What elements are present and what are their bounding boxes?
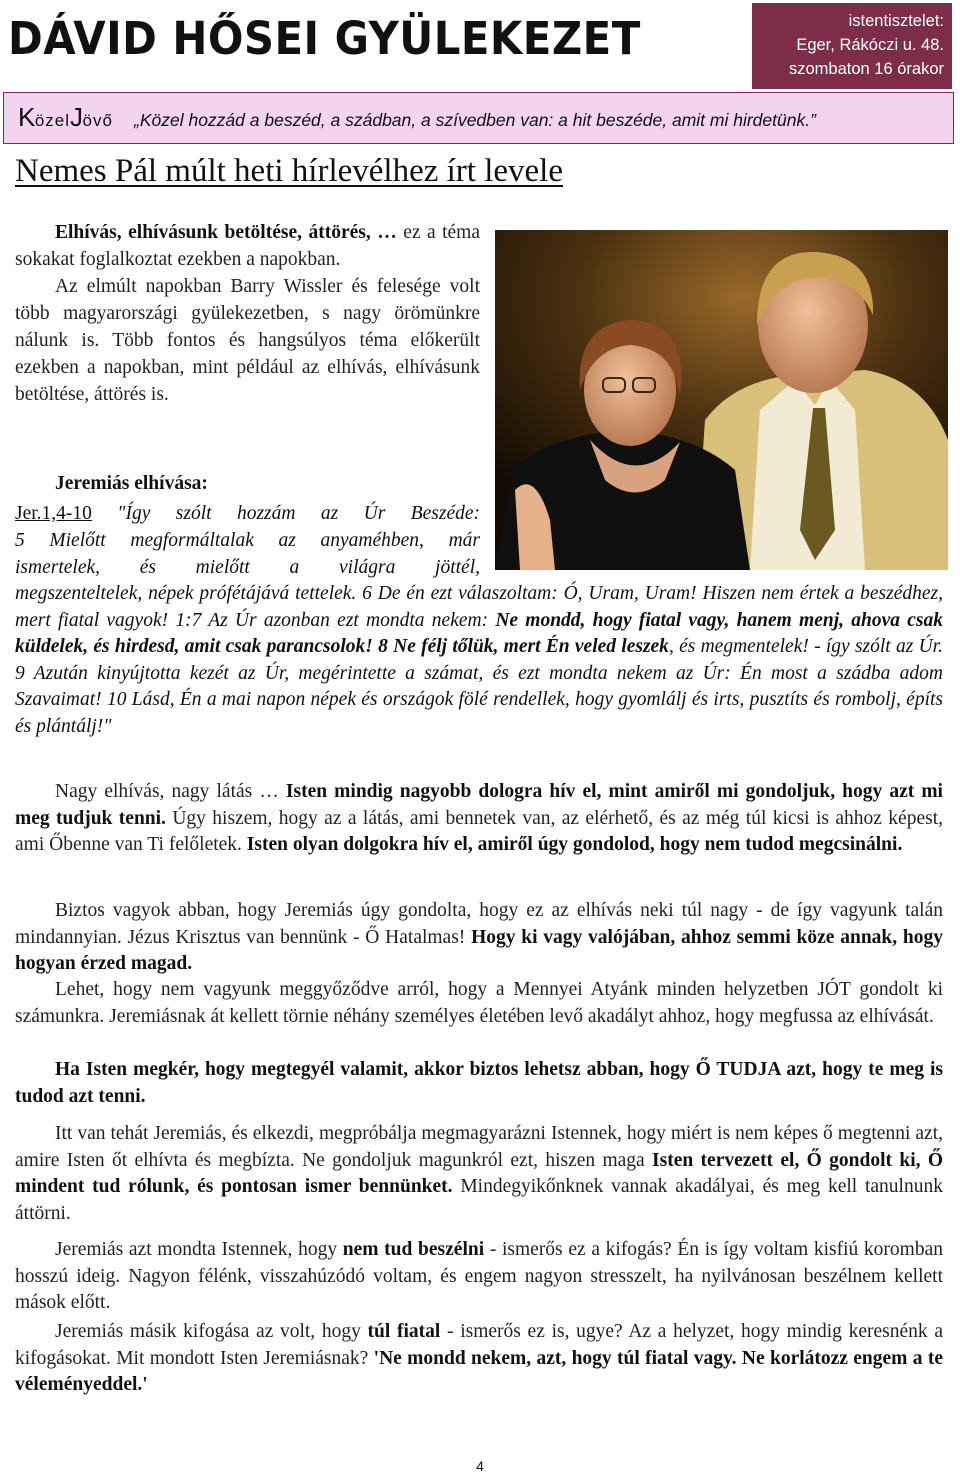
body-paragraph: Jeremiás másik kifogása az volt, hogy túl fiatal - ismerős ez is, ugye? Az a helyzet, hogy mindig keresnénk a kifogásokat. Mit mondott Isten Jeremiásnak? 'Ne mondd nekem, azt, hogy túl fiatal vagy. Ne korlátozz engem a te véleményeddel.' [15,1321,943,1395]
tagline-bar [3,92,954,144]
masthead [0,0,960,92]
body-paragraph: Biztos vagyok abban, hogy Jeremiás úgy gondolta, hogy ez az elhívás neki túl nagy - de így vagyunk talán mindannyian. Jézus Krisztus van bennünk - Ő Hatalmas! Hogy ki vagy valójában, ahhoz semmi köze annak, hogy hogyan érzed magad. [15,900,943,974]
kozeljovo-logo: KözelJövő [18,102,113,132]
intro-column [15,219,480,408]
service-line: szombaton 16 órakor [788,60,944,78]
verse-column: Jer.1,4-10 "Így szólt hozzám az Úr Beszéde: 5 Mielőtt megformáltalak az anyaméhben, már ismertelek, és mielőtt a világra jöttél, [15,503,480,578]
intro-paragraph-2: Az elmúlt napokban Barry Wissler és felesége volt több magyarországi gyülekezetben, s nagy örömünkre nálunk is. Több fontos és hangsúlyos téma előkerült ezekben a napokban, mint például az elhívás, elhívásunk betöltése, áttörés is. [15,276,480,405]
couple-photo [495,230,948,570]
tagline-quote: „Közel hozzád a beszéd, a szádban, a szívedben van: a hit beszéde, amit mi hirdetünk.” [134,110,816,130]
service-line: Eger, Rákóczi u. 48. [796,36,944,54]
body-paragraph: Nagy elhívás, nagy látás … Isten mindig nagyobb dologra hív el, mint amiről mi gondoljuk, hogy azt mi meg tudjuk tenni. Úgy hiszem, hogy az a látás, ami bennetek van, az elérhető, és az még túl kicsi is ahhoz képest, ami Őbenne van Ti felőletek. Isten olyan dolgokra hív el, amiről úgy gondolod, hogy nem tudod megcsinálni. [15,781,943,855]
church-title: DÁVID HŐSEI GYÜLEKEZET [8,12,641,65]
verse-reference: Jer.1,4-10 [15,503,92,524]
intro-paragraph: Elhívás, elhívásunk betöltése, áttörés, … ez a téma sokakat foglalkoztat ezekben a napokban. [15,222,480,270]
service-info-box [752,3,952,89]
page-number: 4 [476,1458,484,1474]
body-paragraph: Itt van tehát Jeremiás, és elkezdi, megpróbálja megmagyarázni Istennek, hogy miért is nem képes ő megtenni azt, amire Isten őt elhívta és megbízta. Ne gondoljuk magunkról ezt, hiszen maga Isten tervezett el, Ő gondolt ki, Ő mindent tud rólunk, és pontosan ismer bennünket. Mindegyikőnknek vannak akadályai, és meg kell tanulnunk áttörni. [15,1123,943,1224]
body-paragraph: Jeremiás azt mondta Istennek, hogy nem tud beszélni - ismerős ez a kifogás? Én is így voltam kisfiú koromban hosszú ideig. Nagyon félénk, visszahúzódó voltam, és engem nagyon stresszelt, ha nyilvánosan beszélnem kellett mások előtt. [15,1239,943,1313]
body-paragraph: Ha Isten megkér, hogy megtegyél valamit, akkor biztos lehetsz abban, hogy Ő TUDJA azt, hogy te meg is tudod azt tenni. [15,1059,943,1107]
service-line: istentisztelet: [848,12,944,30]
verse-continuation: megszenteltelek, népek prófétájává tettelek. 6 De én ezt válaszoltam: Ó, Uram, Uram! Hiszen nem értek a beszédhez, mert fiatal vagyok! 1:7 Az Úr azonban ezt mondta nekem: Ne mondd, hogy fiatal vagy, hanem menj, ahova csak küldelek, és hirdesd, amit csak parancsolok! 8 Ne félj tőlük, mert Én veled leszek, és megmentelek! - így szólt az Úr. 9 Azután kinyújtotta kezét az Úr, megérintette a számat, és ezt mondta nekem az Úr: Én most a szádba adom Szavaimat! 10 Lásd, Én a mai napon népek és országok fölé rendellek, hogy gyomlálj és irts, pusztíts és rombolj, építs és plántálj!" [15,583,943,737]
subheading-jeremias: Jeremiás elhívása: [55,473,208,494]
article-headline: Nemes Pál múlt heti hírlevélhez írt levele [15,153,563,189]
body-paragraph: Lehet, hogy nem vagyunk meggyőződve arról, hogy a Mennyei Atyánk minden helyzetben JÓT gondolt ki számunkra. Jeremiásnak át kellett törnie néhány személyes életében levő akadályt ahhoz, hogy megfussa az elhívását. [15,979,943,1027]
